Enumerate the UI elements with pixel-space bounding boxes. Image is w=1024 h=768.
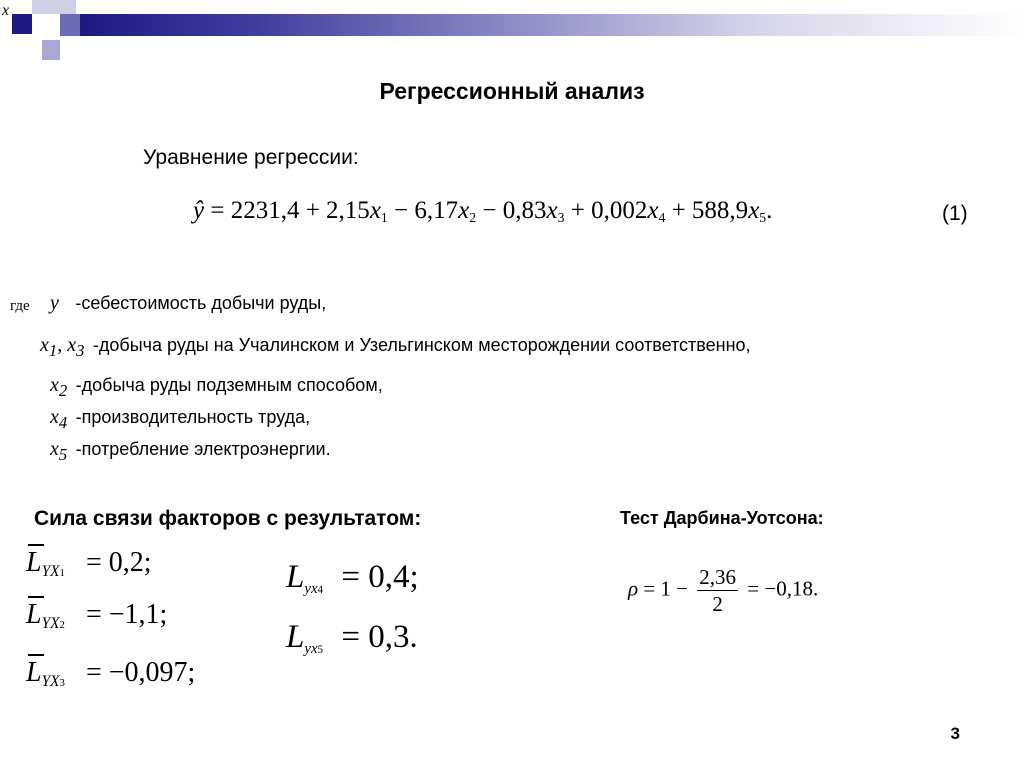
corner-label: x <box>2 2 10 19</box>
definition-x2 <box>50 374 383 401</box>
equation-term-text: − 6,17 <box>387 197 459 224</box>
strength-stat-2: $L_{YX2} = -1,1$; <box>26 599 168 632</box>
durbin-watson-formula: ρ = 1 − $\frac{2,36}{2}$ = −0,18. <box>628 565 819 616</box>
equation-number: (1) <box>942 202 968 225</box>
deco-square-light-2 <box>60 0 76 14</box>
def-text: -добыча руды на Учалинском и Узельгинском месторождении соответственно, <box>92 335 751 355</box>
strength-stat-3: $L_{YX3} = -0,097$; <box>26 657 196 690</box>
strength-stat-5: $L_{yx5} = 0,3$. <box>286 619 418 657</box>
equation-variable: $x_4$ <box>647 197 666 226</box>
y-hat-symbol: ŷ <box>193 197 205 224</box>
def-text: -производительность труда, <box>75 407 311 427</box>
durbin-watson-heading: Тест Дарбина-Уотсона: <box>620 508 824 528</box>
equation-variable: $x_2$ <box>458 197 477 226</box>
equation-terms <box>210 197 772 224</box>
overline-1 <box>28 544 44 546</box>
equation-variable: $x_5$ <box>748 197 767 226</box>
strength-stat-1: $L_{YX1} = 0,2$; <box>26 547 152 580</box>
def-symbol: $x_2$ <box>50 374 68 400</box>
equation-caption: Уравнение регрессии: <box>143 146 359 169</box>
definition-y <box>50 292 326 315</box>
deco-square-light-1 <box>32 0 60 14</box>
equation-variable: $x_3$ <box>546 197 565 226</box>
def-text: -себестоимость добычи руды, <box>75 293 327 313</box>
equation-term-text: − 0,83 <box>476 197 547 224</box>
overline-3 <box>28 654 44 656</box>
def-text: -добыча руды подземным способом, <box>75 375 383 395</box>
deco-square-navy <box>12 14 32 34</box>
def-symbol: y <box>50 292 59 314</box>
def-symbol: $x_5$ <box>50 438 68 464</box>
title-band <box>80 14 1024 36</box>
equation-term-text: + 0,002 <box>564 197 648 224</box>
def-symbol: $x_4$ <box>50 406 68 432</box>
definition-x4 <box>50 406 310 433</box>
definition-x5 <box>50 438 331 465</box>
def-text: -потребление электроэнергии. <box>75 439 331 459</box>
equation-term-text: + 588,9 <box>665 197 749 224</box>
deco-square-mid <box>60 14 80 36</box>
equation-term-text: . <box>766 197 773 224</box>
strength-stat-4: $L_{yx4} = 0,4$; <box>286 559 419 597</box>
deco-square-lavender <box>42 40 60 60</box>
page-number: 3 <box>950 724 960 743</box>
equation-variable: $x_1$ <box>369 197 388 226</box>
where-label: где <box>10 298 30 314</box>
strength-heading: Сила связи факторов с результатом: <box>34 507 422 530</box>
fraction: $\frac{2,36}{2}$ <box>699 565 737 616</box>
overline-2 <box>28 596 44 598</box>
definition-x1-x3 <box>40 334 751 361</box>
slide-title: Регрессионный анализ <box>379 78 645 104</box>
def-symbol: $x_1$, $x_3$ <box>40 334 85 360</box>
equation-term-text: = 2231,4 + 2,15 <box>210 197 370 224</box>
regression-equation <box>193 197 772 226</box>
